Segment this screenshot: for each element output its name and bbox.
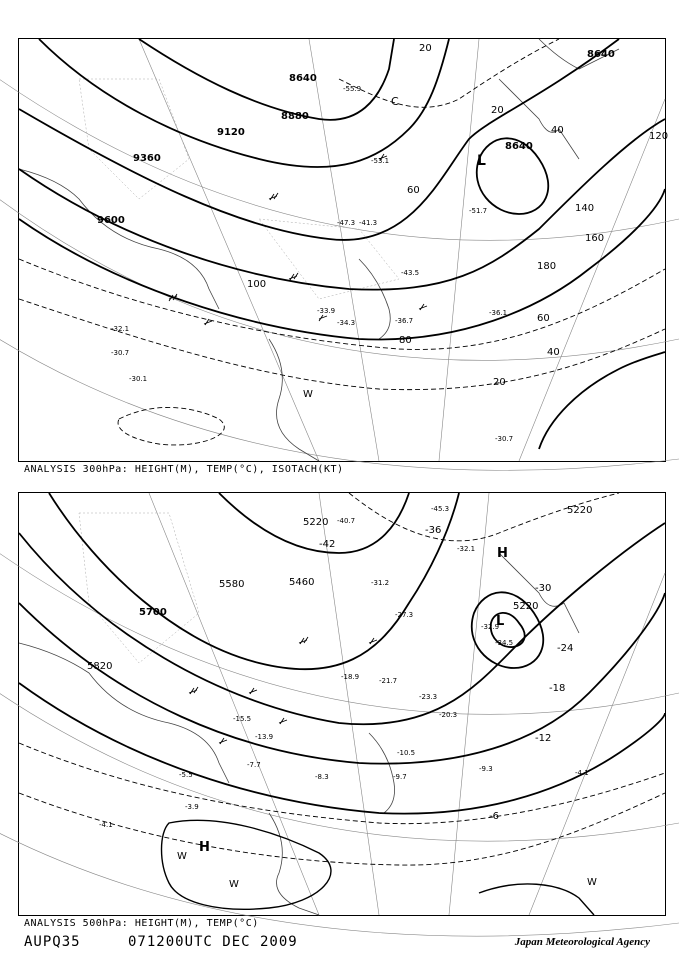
high-pressure-center: H	[199, 840, 210, 855]
isotach-label: 40	[547, 347, 560, 358]
temp-label: -4.1	[99, 821, 113, 829]
height-label: 9360	[133, 153, 161, 164]
height-label: 5460	[289, 577, 315, 588]
map-300hpa	[18, 38, 669, 462]
height-label: 9600	[97, 215, 125, 226]
temp-label: -7.7	[247, 761, 261, 769]
temp-label: -33.9	[317, 307, 336, 315]
isotach-label: 20	[419, 43, 432, 54]
isotach-label: 20	[491, 105, 504, 116]
isotach-label: 20	[493, 377, 506, 388]
height-label: 8880	[281, 111, 309, 122]
temp-label: -8.3	[315, 773, 329, 781]
temp-label: -51.7	[469, 207, 488, 215]
temp-label: -10.5	[397, 749, 416, 757]
isotach-label: 180	[537, 261, 557, 272]
isotach-label: 60	[537, 313, 550, 324]
temp-label: -13.9	[255, 733, 274, 741]
map-500hpa-canvas	[19, 493, 665, 915]
isotach-shading	[79, 79, 399, 299]
temp-label: -55.9	[343, 85, 362, 93]
height-label: 8640	[587, 49, 615, 60]
chart-code: AUPQ35	[24, 934, 81, 950]
isotach-label: 140	[575, 203, 595, 214]
temp-label: -5.5	[179, 771, 193, 779]
height-label: 5220	[513, 601, 539, 612]
low-pressure-center: L	[477, 153, 486, 169]
temp-label: -40.7	[337, 517, 356, 525]
map-300hpa-canvas	[19, 39, 669, 461]
height-label: 8640	[289, 73, 317, 84]
isotach-label: 160	[585, 233, 605, 244]
temp-label: -3.9	[185, 803, 199, 811]
temp-label: -47.3	[337, 219, 356, 227]
temp-label: -30.7	[495, 435, 514, 443]
temp-label: -36.7	[395, 317, 414, 325]
temp-label: -41.3	[359, 219, 378, 227]
isotherm-label: -18	[549, 683, 566, 694]
height-label: 5580	[219, 579, 245, 590]
low-pressure-center: L	[496, 614, 505, 629]
wind-barbs	[189, 637, 377, 744]
cold-center: C	[391, 95, 399, 108]
temp-label: -36.1	[489, 309, 508, 317]
height-label: 8640	[505, 141, 533, 152]
temp-label: -30.7	[111, 349, 130, 357]
height-label: 9120	[217, 127, 245, 138]
isotherm-label: -24	[557, 643, 574, 654]
valid-time: 071200UTC DEC 2009	[128, 934, 298, 950]
temp-label: -53.1	[371, 157, 390, 165]
warm-center: W	[587, 877, 597, 888]
temp-label: -32.1	[457, 545, 476, 553]
temp-label: -4.1	[575, 769, 589, 777]
temp-label: -23.3	[419, 693, 438, 701]
warm-center: W	[303, 389, 313, 400]
temp-label: -32.1	[111, 325, 130, 333]
high-pressure-center: H	[497, 546, 508, 561]
height-label: 5220	[567, 505, 593, 516]
warm-center: W	[177, 851, 187, 862]
temp-label: -20.3	[439, 711, 458, 719]
temp-label: -9.7	[393, 773, 407, 781]
temp-label: -45.3	[431, 505, 450, 513]
isotach-label: 100	[247, 279, 267, 290]
temp-label: -9.3	[479, 765, 493, 773]
warm-center: W	[229, 879, 239, 890]
height-label: 5820	[87, 661, 113, 672]
temp-label: -30.1	[129, 375, 148, 383]
height-contours	[19, 39, 665, 449]
isotherm-label: -12	[535, 733, 552, 744]
isotach-label: 120	[649, 131, 669, 142]
temp-label: -32.9	[481, 623, 500, 631]
isotherm-label: -36	[425, 525, 442, 536]
temp-label: -15.5	[233, 715, 252, 723]
temp-label: -18.9	[341, 673, 360, 681]
temp-label: -34.5	[495, 639, 514, 647]
temp-label: -21.7	[379, 677, 398, 685]
isotherm-label: -42	[319, 539, 336, 550]
shading	[79, 513, 199, 663]
isotherm-label: -30	[535, 583, 552, 594]
temp-label: -34.3	[337, 319, 356, 327]
height-label: 5220	[303, 517, 329, 528]
isotach-label: 60	[407, 185, 420, 196]
agency-credit: Japan Meteorological Agency	[514, 936, 650, 948]
isotach-label: 40	[551, 125, 564, 136]
caption-500hpa: ANALYSIS 500hPa: HEIGHT(M), TEMP(°C)	[24, 918, 259, 929]
temp-label: -43.5	[401, 269, 420, 277]
isotach-label: 80	[399, 335, 412, 346]
graticule	[0, 493, 679, 936]
caption-300hpa: ANALYSIS 300hPa: HEIGHT(M), TEMP(°C), ISOTACH(KT)	[24, 464, 344, 475]
coastline	[19, 39, 619, 461]
temp-label: -31.2	[371, 579, 390, 587]
graticule	[0, 39, 679, 470]
map-500hpa	[18, 492, 666, 916]
wind-barbs	[169, 154, 427, 325]
isotherm-label: -6	[489, 811, 499, 822]
temp-label: -27.3	[395, 611, 414, 619]
height-label: 5700	[139, 607, 167, 618]
